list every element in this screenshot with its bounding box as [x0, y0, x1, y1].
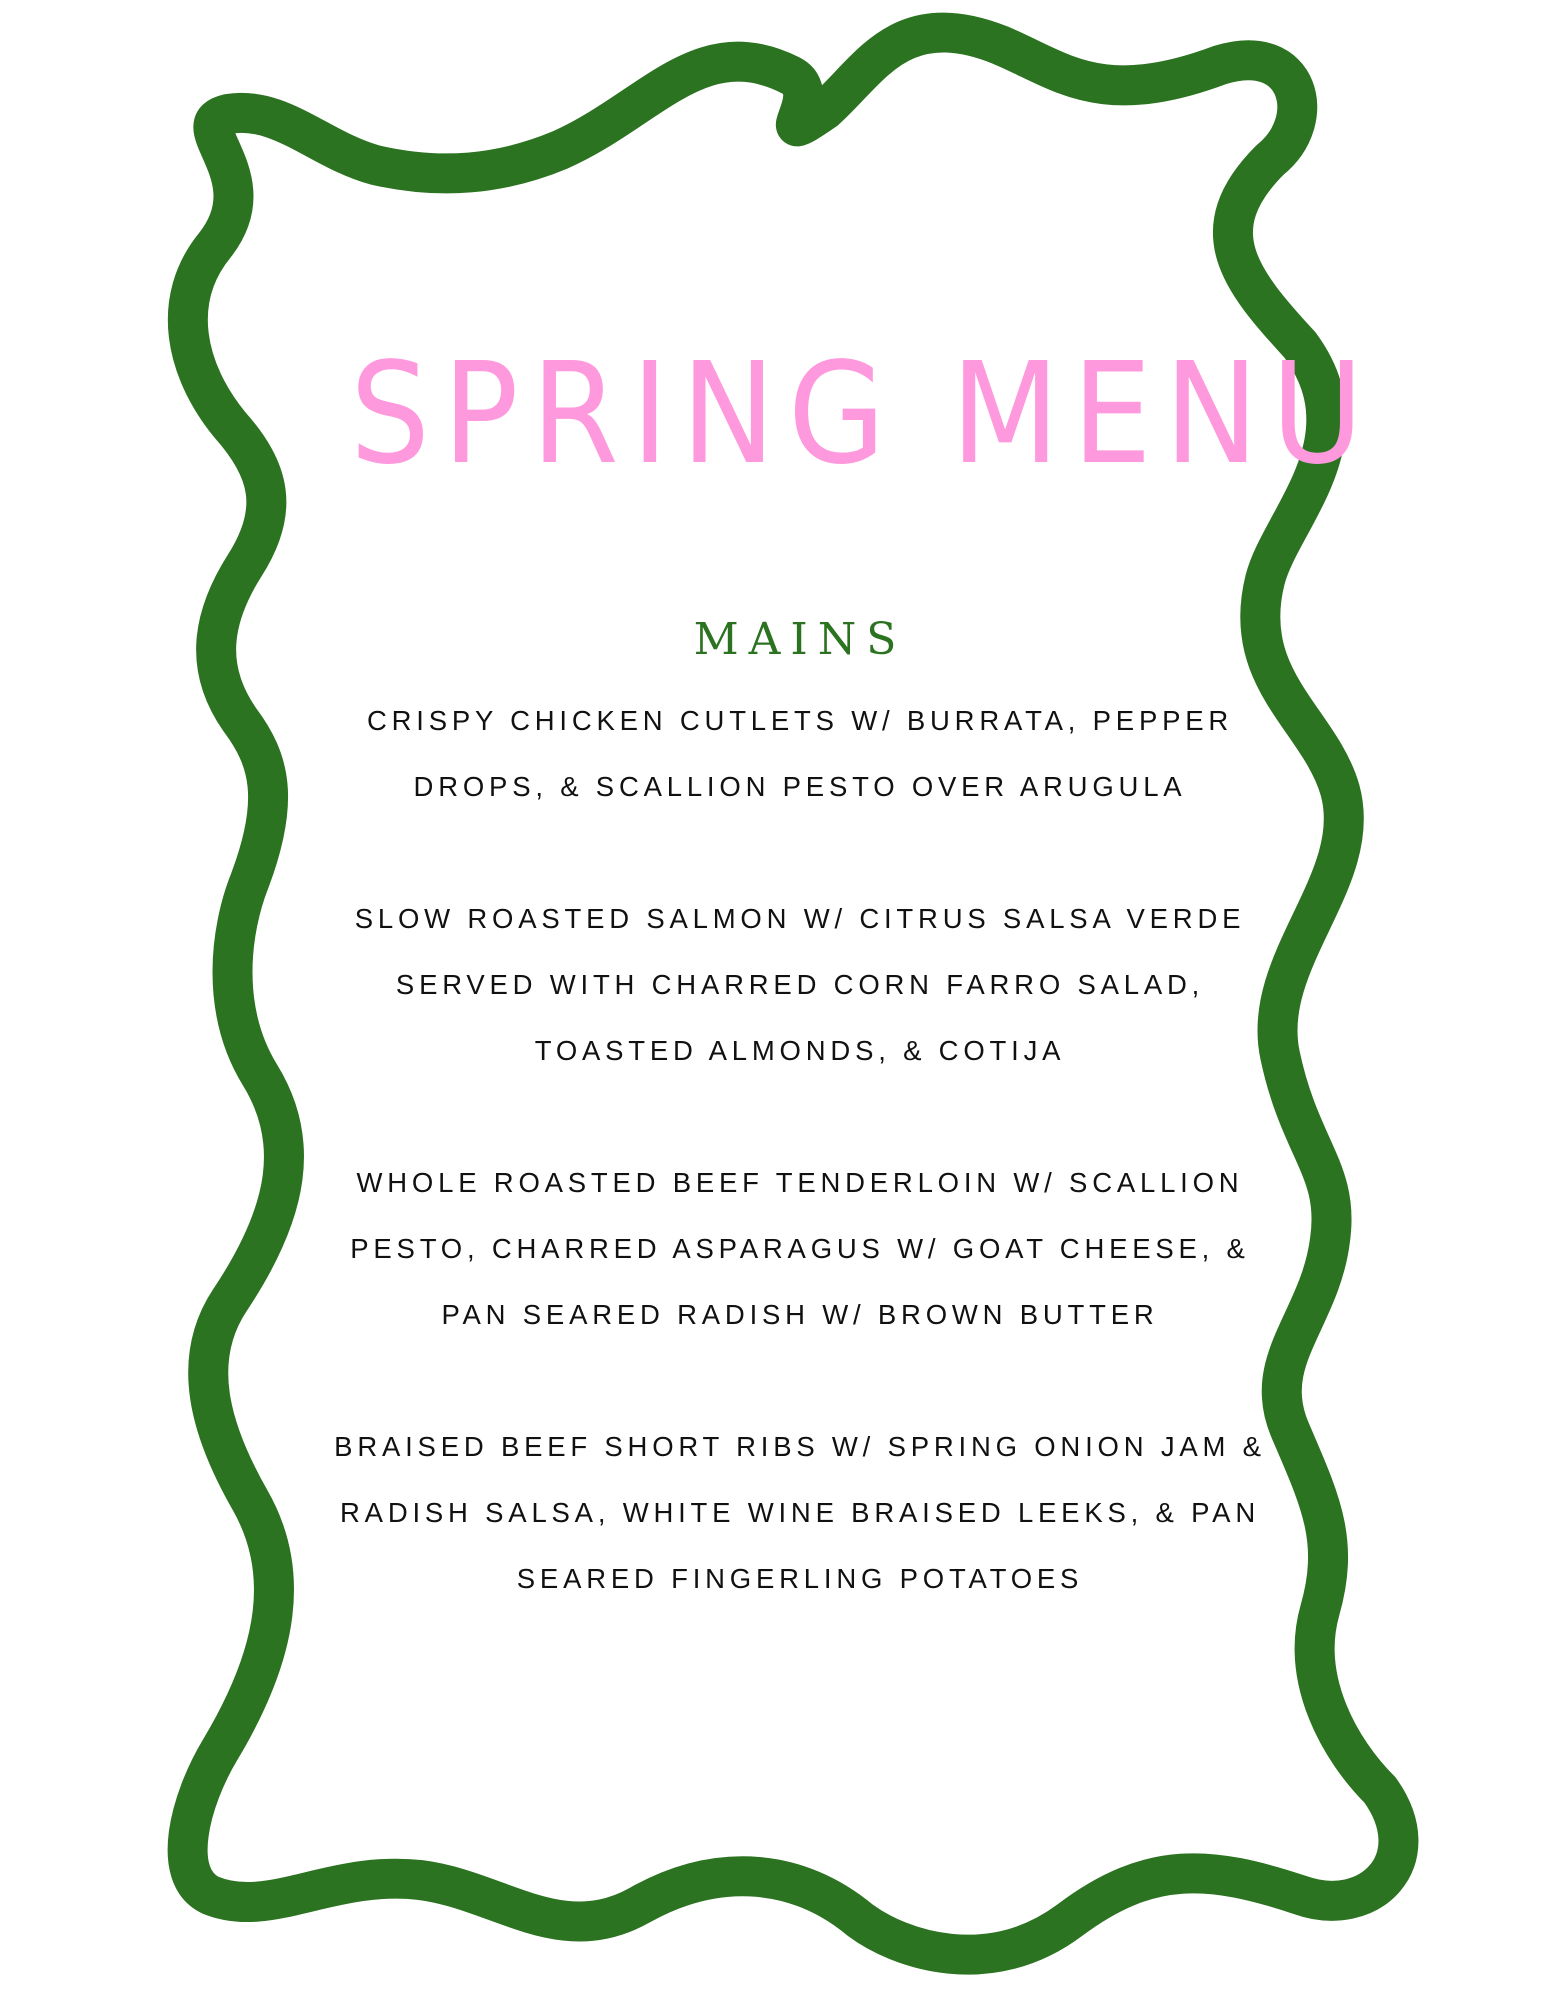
menu-item	[300, 688, 1300, 820]
menu-title: SPRING MENU	[350, 333, 1377, 496]
menu-item-line: SLOW ROASTED SALMON W/ CITRUS SALSA VERDE	[354, 903, 1246, 934]
menu-item-line: CRISPY CHICKEN CUTLETS W/ BURRATA, PEPPER	[366, 705, 1234, 736]
menu-item-line: DROPS, & SCALLION PESTO OVER ARUGULA	[413, 771, 1187, 802]
menu-item-line: SEARED FINGERLING POTATOES	[516, 1563, 1084, 1594]
menu-item-line: RADISH SALSA, WHITE WINE BRAISED LEEKS, & PAN	[340, 1497, 1260, 1528]
menu-item	[300, 1414, 1300, 1612]
menu-items-list	[300, 688, 1300, 1612]
menu-item-line: TOASTED ALMONDS, & COTIJA	[534, 1035, 1066, 1066]
menu-item-line: SERVED WITH CHARRED CORN FARRO SALAD,	[395, 969, 1205, 1000]
menu-content	[300, 333, 1377, 1678]
menu-item-line: PAN SEARED RADISH W/ BROWN BUTTER	[441, 1299, 1159, 1330]
menu-item	[300, 886, 1300, 1084]
menu-item-line: BRAISED BEEF SHORT RIBS W/ SPRING ONION JAM &	[334, 1431, 1266, 1462]
menu-item-line: PESTO, CHARRED ASPARAGUS W/ GOAT CHEESE, &	[350, 1233, 1250, 1264]
section-heading-mains: MAINS	[693, 614, 907, 665]
menu-item	[300, 1150, 1300, 1348]
menu-item-line: WHOLE ROASTED BEEF TENDERLOIN W/ SCALLION	[356, 1167, 1244, 1198]
